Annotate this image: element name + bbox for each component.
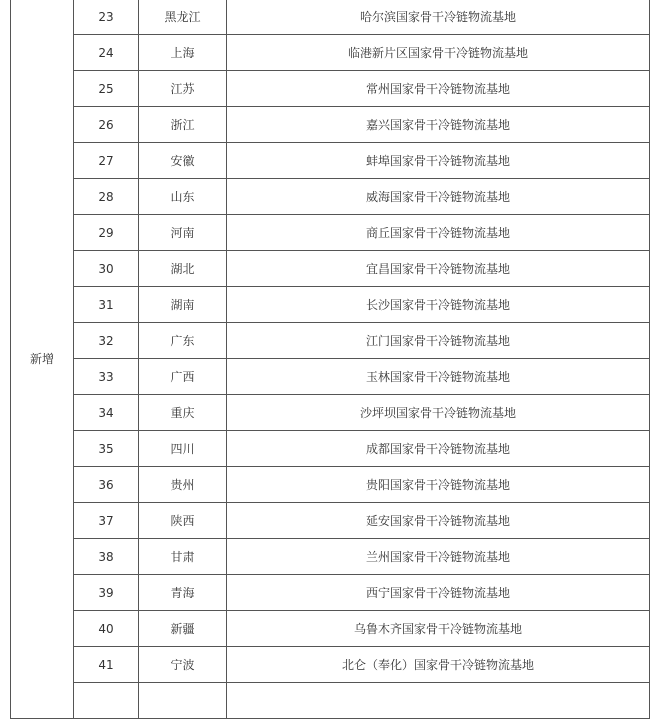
row-number-cell: 26 (74, 107, 139, 143)
table-row-partial (11, 683, 650, 719)
region-cell: 江苏 (139, 71, 227, 107)
row-number-cell: 25 (74, 71, 139, 107)
region-cell: 青海 (139, 575, 227, 611)
base-name-cell: 长沙国家骨干冷链物流基地 (227, 287, 650, 323)
base-name-cell: 贵阳国家骨干冷链物流基地 (227, 467, 650, 503)
base-name-cell: 成都国家骨干冷链物流基地 (227, 431, 650, 467)
region-cell: 宁波 (139, 647, 227, 683)
table-row (11, 179, 650, 215)
table-body (11, 0, 650, 719)
base-name-cell: 延安国家骨干冷链物流基地 (227, 503, 650, 539)
region-cell: 浙江 (139, 107, 227, 143)
base-name-cell: 蚌埠国家骨干冷链物流基地 (227, 143, 650, 179)
table-row (11, 287, 650, 323)
row-number-cell: 24 (74, 35, 139, 71)
region-cell: 广东 (139, 323, 227, 359)
region-cell: 重庆 (139, 395, 227, 431)
table-row (11, 539, 650, 575)
region-cell: 湖南 (139, 287, 227, 323)
region-cell: 新疆 (139, 611, 227, 647)
region-cell: 河南 (139, 215, 227, 251)
region-cell: 安徽 (139, 143, 227, 179)
row-number-cell: 30 (74, 251, 139, 287)
table-row (11, 323, 650, 359)
region-cell: 上海 (139, 35, 227, 71)
region-cell: 广西 (139, 359, 227, 395)
row-number-cell: 28 (74, 179, 139, 215)
row-number-cell: 32 (74, 323, 139, 359)
base-name-cell: 常州国家骨干冷链物流基地 (227, 71, 650, 107)
table-row (11, 143, 650, 179)
row-number-cell: 23 (74, 0, 139, 35)
region-cell: 陕西 (139, 503, 227, 539)
base-name-cell: 玉林国家骨干冷链物流基地 (227, 359, 650, 395)
region-cell: 四川 (139, 431, 227, 467)
table-row (11, 0, 650, 35)
table-row (11, 575, 650, 611)
table-row (11, 431, 650, 467)
region-cell: 湖北 (139, 251, 227, 287)
region-cell: 甘肃 (139, 539, 227, 575)
table-row (11, 107, 650, 143)
table-row (11, 395, 650, 431)
table-row (11, 611, 650, 647)
row-number-cell: 34 (74, 395, 139, 431)
row-number-cell: 38 (74, 539, 139, 575)
empty-cell (74, 683, 139, 719)
table-row (11, 71, 650, 107)
region-cell: 山东 (139, 179, 227, 215)
base-name-cell: 临港新片区国家骨干冷链物流基地 (227, 35, 650, 71)
row-number-cell: 35 (74, 431, 139, 467)
empty-cell (227, 683, 650, 719)
region-cell: 黑龙江 (139, 0, 227, 35)
row-number-cell: 29 (74, 215, 139, 251)
row-number-cell: 41 (74, 647, 139, 683)
table-row (11, 467, 650, 503)
base-name-cell: 兰州国家骨干冷链物流基地 (227, 539, 650, 575)
row-number-cell: 39 (74, 575, 139, 611)
table-row (11, 215, 650, 251)
base-name-cell: 沙坪坝国家骨干冷链物流基地 (227, 395, 650, 431)
row-number-cell: 40 (74, 611, 139, 647)
row-number-cell: 37 (74, 503, 139, 539)
base-name-cell: 江门国家骨干冷链物流基地 (227, 323, 650, 359)
table-row (11, 647, 650, 683)
base-name-cell: 威海国家骨干冷链物流基地 (227, 179, 650, 215)
table-row (11, 503, 650, 539)
base-name-cell: 乌鲁木齐国家骨干冷链物流基地 (227, 611, 650, 647)
table-row (11, 359, 650, 395)
cold-chain-base-table (10, 0, 650, 719)
table-row (11, 251, 650, 287)
base-name-cell: 西宁国家骨干冷链物流基地 (227, 575, 650, 611)
base-name-cell: 嘉兴国家骨干冷链物流基地 (227, 107, 650, 143)
region-cell: 贵州 (139, 467, 227, 503)
base-name-cell: 北仑（奉化）国家骨干冷链物流基地 (227, 647, 650, 683)
row-number-cell: 33 (74, 359, 139, 395)
base-name-cell: 商丘国家骨干冷链物流基地 (227, 215, 650, 251)
empty-cell (139, 683, 227, 719)
group-label-cell: 新增 (11, 0, 74, 719)
row-number-cell: 27 (74, 143, 139, 179)
table-row (11, 35, 650, 71)
base-name-cell: 哈尔滨国家骨干冷链物流基地 (227, 0, 650, 35)
row-number-cell: 36 (74, 467, 139, 503)
base-name-cell: 宜昌国家骨干冷链物流基地 (227, 251, 650, 287)
row-number-cell: 31 (74, 287, 139, 323)
